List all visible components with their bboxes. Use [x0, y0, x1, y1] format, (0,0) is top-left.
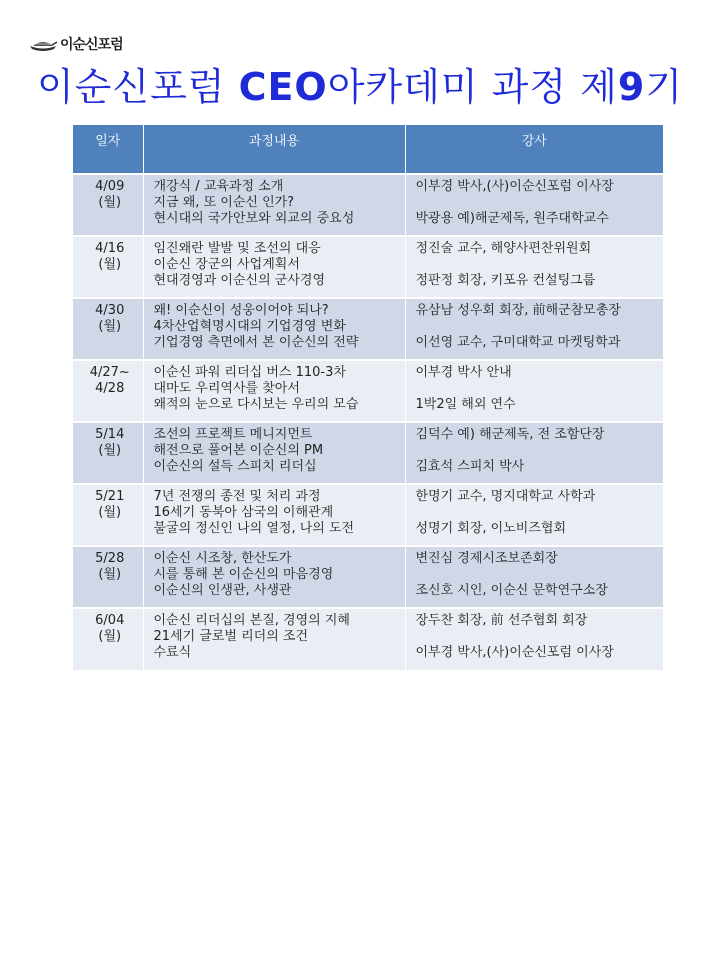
date-line: 5/28 [95, 551, 125, 566]
header-content: 과정내용 [143, 125, 405, 174]
lecturer-line: 이부경 박사,(사)이순신포럼 이사장 [415, 645, 614, 660]
content-line: 7년 전쟁의 종전 및 처리 과정 [153, 489, 321, 504]
line-gap [416, 319, 658, 335]
content-cell [143, 360, 405, 422]
table-row [73, 484, 663, 546]
date-line: (월) [98, 505, 122, 520]
lecturer-cell [405, 422, 663, 484]
lecturer-line: 정진술 교수, 해양사편찬위원회 [415, 241, 592, 256]
date-line: (월) [98, 319, 122, 334]
content-line: 개강식 / 교육과정 소개 [153, 179, 284, 194]
lecturer-cell [405, 484, 663, 546]
date-line: 4/09 [95, 179, 125, 194]
lecturer-line: 성명기 회장, 이노비즈협회 [415, 521, 567, 536]
date-line: 5/14 [95, 427, 125, 442]
line-gap [416, 257, 658, 273]
line-gap [416, 381, 658, 397]
content-cell [143, 422, 405, 484]
content-line: 현시대의 국가안보와 외교의 중요성 [153, 211, 355, 226]
date-line: 6/04 [95, 613, 125, 628]
forum-logo [28, 30, 123, 58]
lecturer-cell [405, 236, 663, 298]
content-line: 기업경영 측면에서 본 이순신의 전략 [153, 335, 359, 350]
content-line: 이순신 장군의 사업계획서 [153, 257, 300, 272]
content-line: 왜적의 눈으로 다시보는 우리의 모습 [153, 397, 359, 412]
date-line: (월) [98, 257, 122, 272]
lecturer-line: 변진심 경제시조보존회장 [415, 551, 558, 566]
date-line: (월) [98, 567, 122, 582]
table-row [73, 360, 663, 422]
lecturer-line: 한명기 교수, 명지대학교 사학과 [415, 489, 596, 504]
content-line: 왜! 이순신이 성웅이어야 되나? [153, 303, 329, 318]
date-line: (월) [98, 629, 122, 644]
content-cell [143, 236, 405, 298]
date-line: 4/30 [95, 303, 125, 318]
table-row [73, 236, 663, 298]
lecturer-line: 정판정 회장, 키포유 컨설팅그룹 [415, 273, 596, 288]
date-line: 4/27~ [89, 365, 130, 380]
content-cell [143, 174, 405, 236]
lecturer-line: 이선영 교수, 구미대학교 마켓팅학과 [415, 335, 621, 350]
lecturer-cell [405, 174, 663, 236]
date-cell [73, 360, 143, 422]
content-line: 21세기 글로벌 리더의 조건 [153, 629, 309, 644]
content-line: 4차산업혁명시대의 기업경영 변화 [153, 319, 346, 334]
date-cell [73, 608, 143, 670]
lecturer-line: 유삼남 성우회 회장, 前해군참모총장 [415, 303, 621, 318]
content-cell [143, 484, 405, 546]
content-line: 지금 왜, 또 이순신 인가? [153, 195, 295, 210]
content-line: 조선의 프로젝트 메니지먼트 [153, 427, 313, 442]
content-line: 불굴의 정신인 나의 열정, 나의 도전 [153, 521, 355, 536]
content-line: 해전으로 풀어본 이순신의 PM [153, 443, 324, 458]
content-line: 이순신 시조창, 한산도가 [153, 551, 292, 566]
date-cell [73, 174, 143, 236]
content-line: 임진왜란 발발 및 조선의 대응 [153, 241, 321, 256]
date-cell [73, 298, 143, 360]
lecturer-line: 박광용 예)해군제독, 원주대학교수 [415, 211, 609, 226]
line-gap [416, 195, 658, 211]
content-line: 수료식 [153, 645, 192, 660]
lecturer-line: 이부경 박사 안내 [415, 365, 512, 380]
lecturer-cell [405, 546, 663, 608]
table-row [73, 422, 663, 484]
lecturer-line: 장두찬 회장, 前 선주협회 회장 [415, 613, 588, 628]
header-lecturer: 강사 [405, 125, 663, 174]
content-cell [143, 298, 405, 360]
date-cell [73, 546, 143, 608]
header-date: 일자 [73, 125, 143, 174]
page-title: 이순신포럼 CEO아카데미 과정 제9기 [36, 65, 684, 109]
lecturer-line: 1박2일 해외 연수 [415, 397, 516, 412]
date-line: 4/16 [95, 241, 125, 256]
content-cell [143, 608, 405, 670]
lecturer-line: 김덕수 예) 해군제독, 전 조함단장 [415, 427, 605, 442]
line-gap [416, 567, 658, 583]
lecturer-cell [405, 298, 663, 360]
lecturer-line: 김효석 스피치 박사 [415, 459, 525, 474]
content-line: 이순신 리더십의 본질, 경영의 지혜 [153, 613, 350, 628]
date-cell [73, 484, 143, 546]
date-line: (월) [98, 443, 122, 458]
table-row [73, 174, 663, 236]
date-line: (월) [98, 195, 122, 210]
date-line: 4/28 [95, 381, 125, 396]
content-cell [143, 546, 405, 608]
line-gap [416, 629, 658, 645]
date-line: 5/21 [95, 489, 125, 504]
date-cell [73, 422, 143, 484]
lecturer-line: 이부경 박사,(사)이순신포럼 이사장 [415, 179, 614, 194]
line-gap [416, 505, 658, 521]
content-line: 이순신의 설득 스피치 리더십 [153, 459, 317, 474]
schedule-table [73, 125, 663, 670]
content-line: 이순신의 인생관, 사생관 [153, 583, 292, 598]
table-row [73, 298, 663, 360]
table-row [73, 608, 663, 670]
lecturer-line: 조신호 시인, 이순신 문학연구소장 [415, 583, 608, 598]
turtle-ship-icon [28, 35, 58, 53]
date-cell [73, 236, 143, 298]
table-header-row [73, 125, 663, 174]
content-line: 대마도 우리역사를 찾아서 [153, 381, 300, 396]
line-gap [416, 443, 658, 459]
lecturer-cell [405, 360, 663, 422]
table-row [73, 546, 663, 608]
content-line: 현대경영과 이순신의 군사경영 [153, 273, 326, 288]
logo-text: 이순신포럼 [60, 37, 123, 53]
content-line: 시를 통해 본 이순신의 마음경영 [153, 567, 334, 582]
lecturer-cell [405, 608, 663, 670]
content-line: 이순신 파워 리더십 버스 110-3차 [153, 365, 346, 380]
content-line: 16세기 동북아 삼국의 이해관계 [153, 505, 334, 520]
